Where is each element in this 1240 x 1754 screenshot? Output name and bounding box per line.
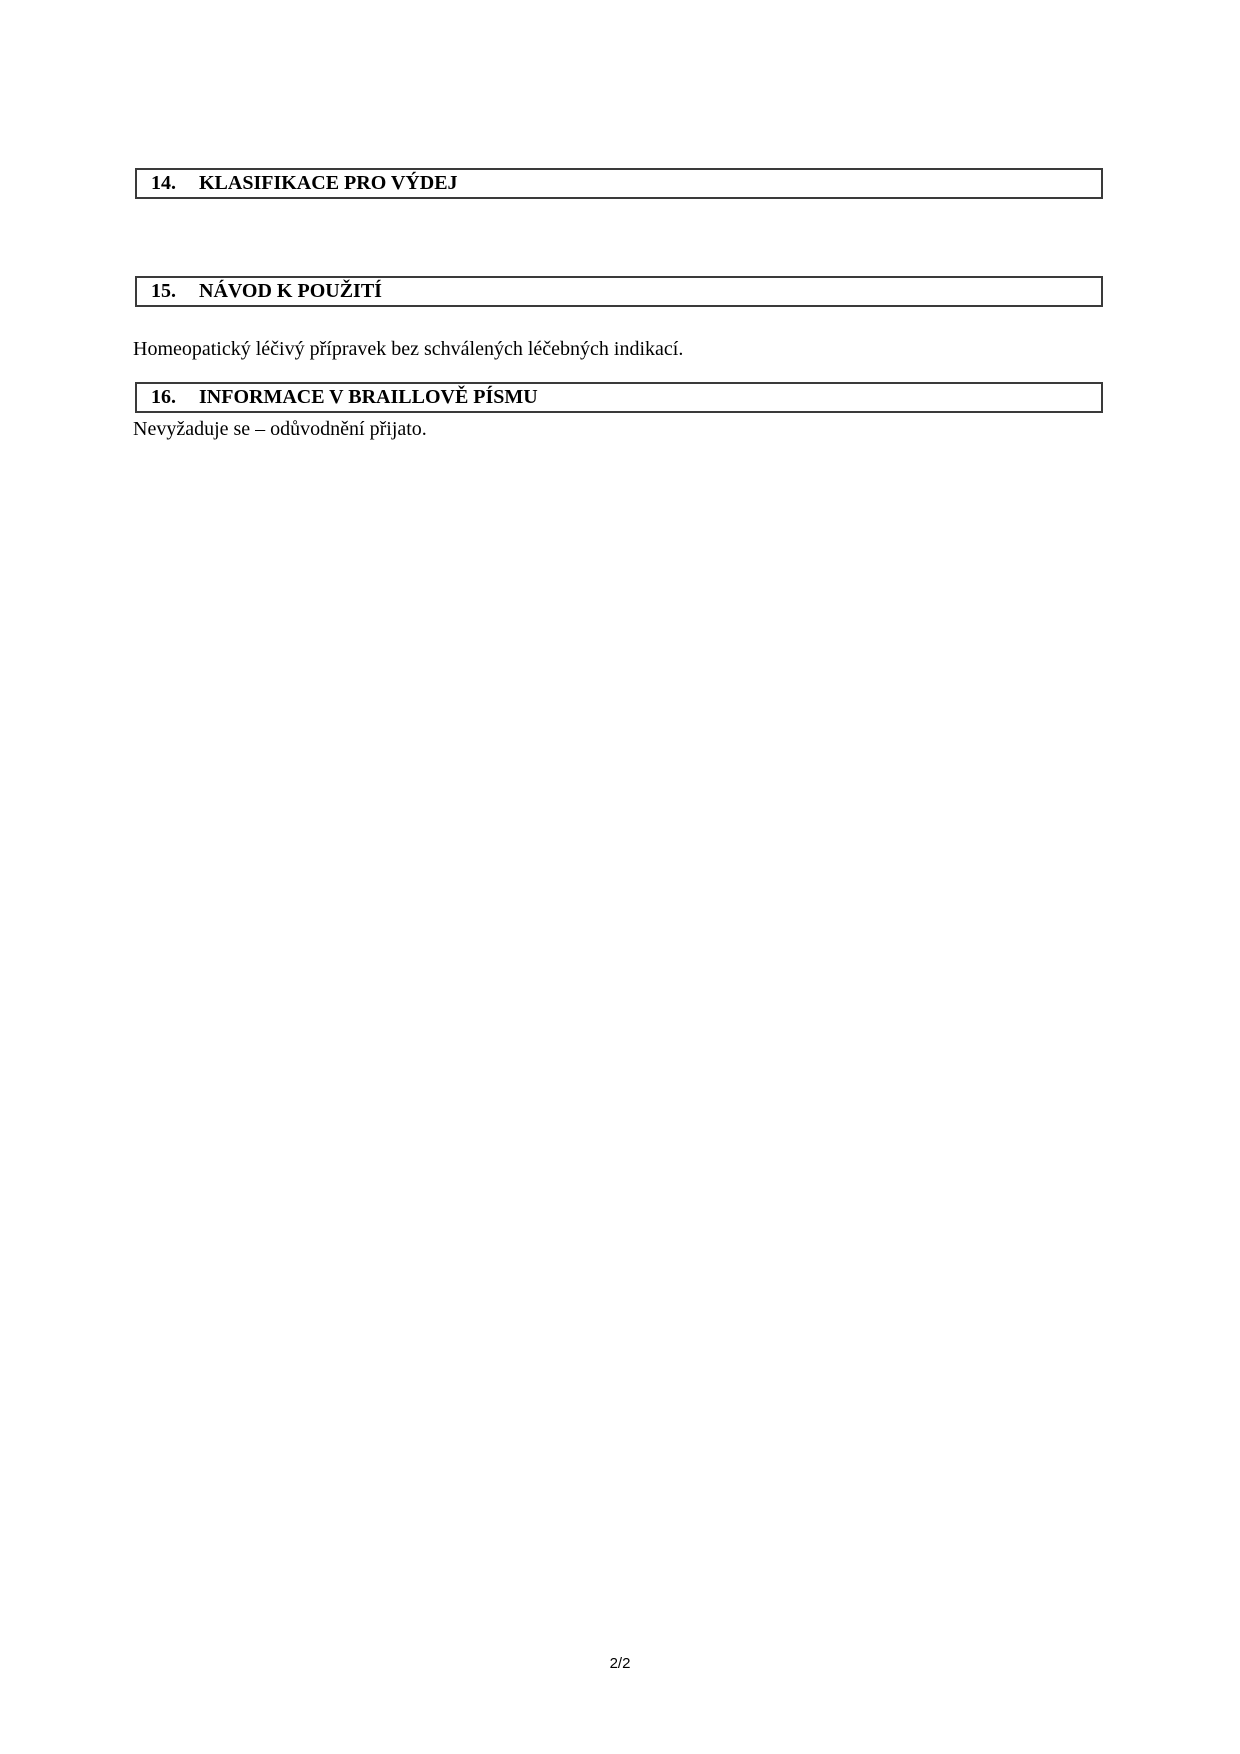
section-number: 14. — [151, 172, 176, 194]
section-16-body: Nevyžaduje se – odůvodnění přijato. — [133, 418, 427, 440]
section-header-16 — [135, 382, 1103, 413]
section-header-15 — [135, 276, 1103, 307]
section-header-14 — [135, 168, 1103, 199]
section-15-body: Homeopatický léčivý přípravek bez schválených léčebných indikací. — [133, 338, 684, 360]
section-title: NÁVOD K POUŽITÍ — [199, 280, 382, 302]
section-title: KLASIFIKACE PRO VÝDEJ — [199, 172, 458, 194]
section-title: INFORMACE V BRAILLOVĚ PÍSMU — [199, 386, 538, 408]
section-number: 16. — [151, 386, 176, 408]
section-number: 15. — [151, 280, 176, 302]
page-number: 2/2 — [609, 1655, 631, 1672]
